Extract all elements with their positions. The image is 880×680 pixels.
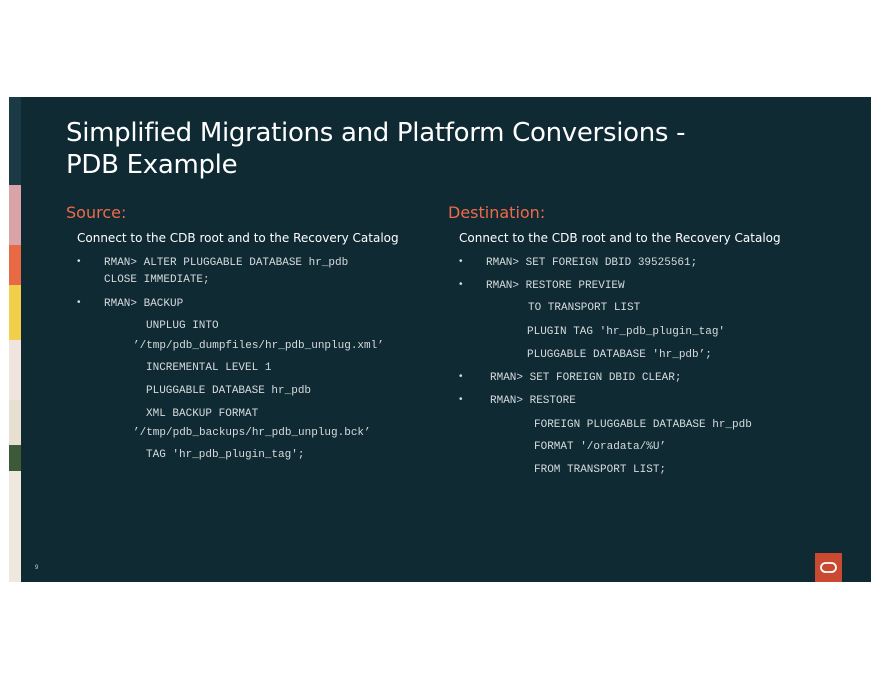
source-line-1: RMAN> ALTER PLUGGABLE DATABASE hr_pdb (104, 257, 349, 269)
source-line-4: UNPLUG INTO (146, 320, 219, 332)
bullet-icon: • (459, 371, 463, 382)
bullet-icon: • (77, 297, 81, 308)
source-line-3: RMAN> BACKUP (104, 298, 184, 310)
title-line-2: PDB Example (66, 150, 238, 180)
source-line-6: INCREMENTAL LEVEL 1 (146, 362, 272, 374)
source-line-7: PLUGGABLE DATABASE hr_pdb (146, 385, 312, 397)
destination-line-7: RMAN> RESTORE (490, 395, 576, 407)
source-line-10: TAG 'hr_pdb_plugin_tag'; (146, 449, 305, 461)
destination-line-1: RMAN> SET FOREIGN DBID 39525561; (486, 257, 698, 269)
oracle-logo-icon (815, 553, 842, 582)
source-line-8: XML BACKUP FORMAT (146, 408, 259, 420)
destination-line-8: FOREIGN PLUGGABLE DATABASE hr_pdb (534, 419, 752, 431)
decorative-color-strip (9, 97, 21, 582)
source-line-5: ’/tmp/pdb_dumpfiles/hr_pdb_unplug.xml’ (133, 340, 384, 352)
destination-line-4: PLUGIN TAG 'hr_pdb_plugin_tag' (527, 326, 726, 338)
source-line-2: CLOSE IMMEDIATE; (104, 274, 210, 286)
bullet-icon: • (77, 256, 81, 267)
destination-line-3: TO TRANSPORT LIST (528, 302, 641, 314)
destination-heading: Destination: (448, 203, 546, 222)
destination-line-10: FROM TRANSPORT LIST; (534, 464, 667, 476)
destination-intro: Connect to the CDB root and to the Recovery Catalog (459, 231, 781, 245)
destination-line-2: RMAN> RESTORE PREVIEW (486, 280, 625, 292)
slide-title (66, 117, 766, 181)
destination-line-6: RMAN> SET FOREIGN DBID CLEAR; (490, 372, 682, 384)
source-intro: Connect to the CDB root and to the Recovery Catalog (77, 231, 399, 245)
destination-line-5: PLUGGABLE DATABASE 'hr_pdb’; (527, 349, 712, 361)
source-heading: Source: (66, 203, 127, 222)
page-number: 9 (35, 565, 39, 571)
slide (9, 97, 871, 582)
bullet-icon: • (459, 256, 463, 267)
source-line-9: ’/tmp/pdb_backups/hr_pdb_unplug.bck’ (133, 427, 371, 439)
bullet-icon: • (459, 394, 463, 405)
destination-line-9: FORMAT '/oradata/%U’ (534, 441, 667, 453)
bullet-icon: • (459, 279, 463, 290)
title-line-1: Simplified Migrations and Platform Conversions - (66, 118, 686, 148)
